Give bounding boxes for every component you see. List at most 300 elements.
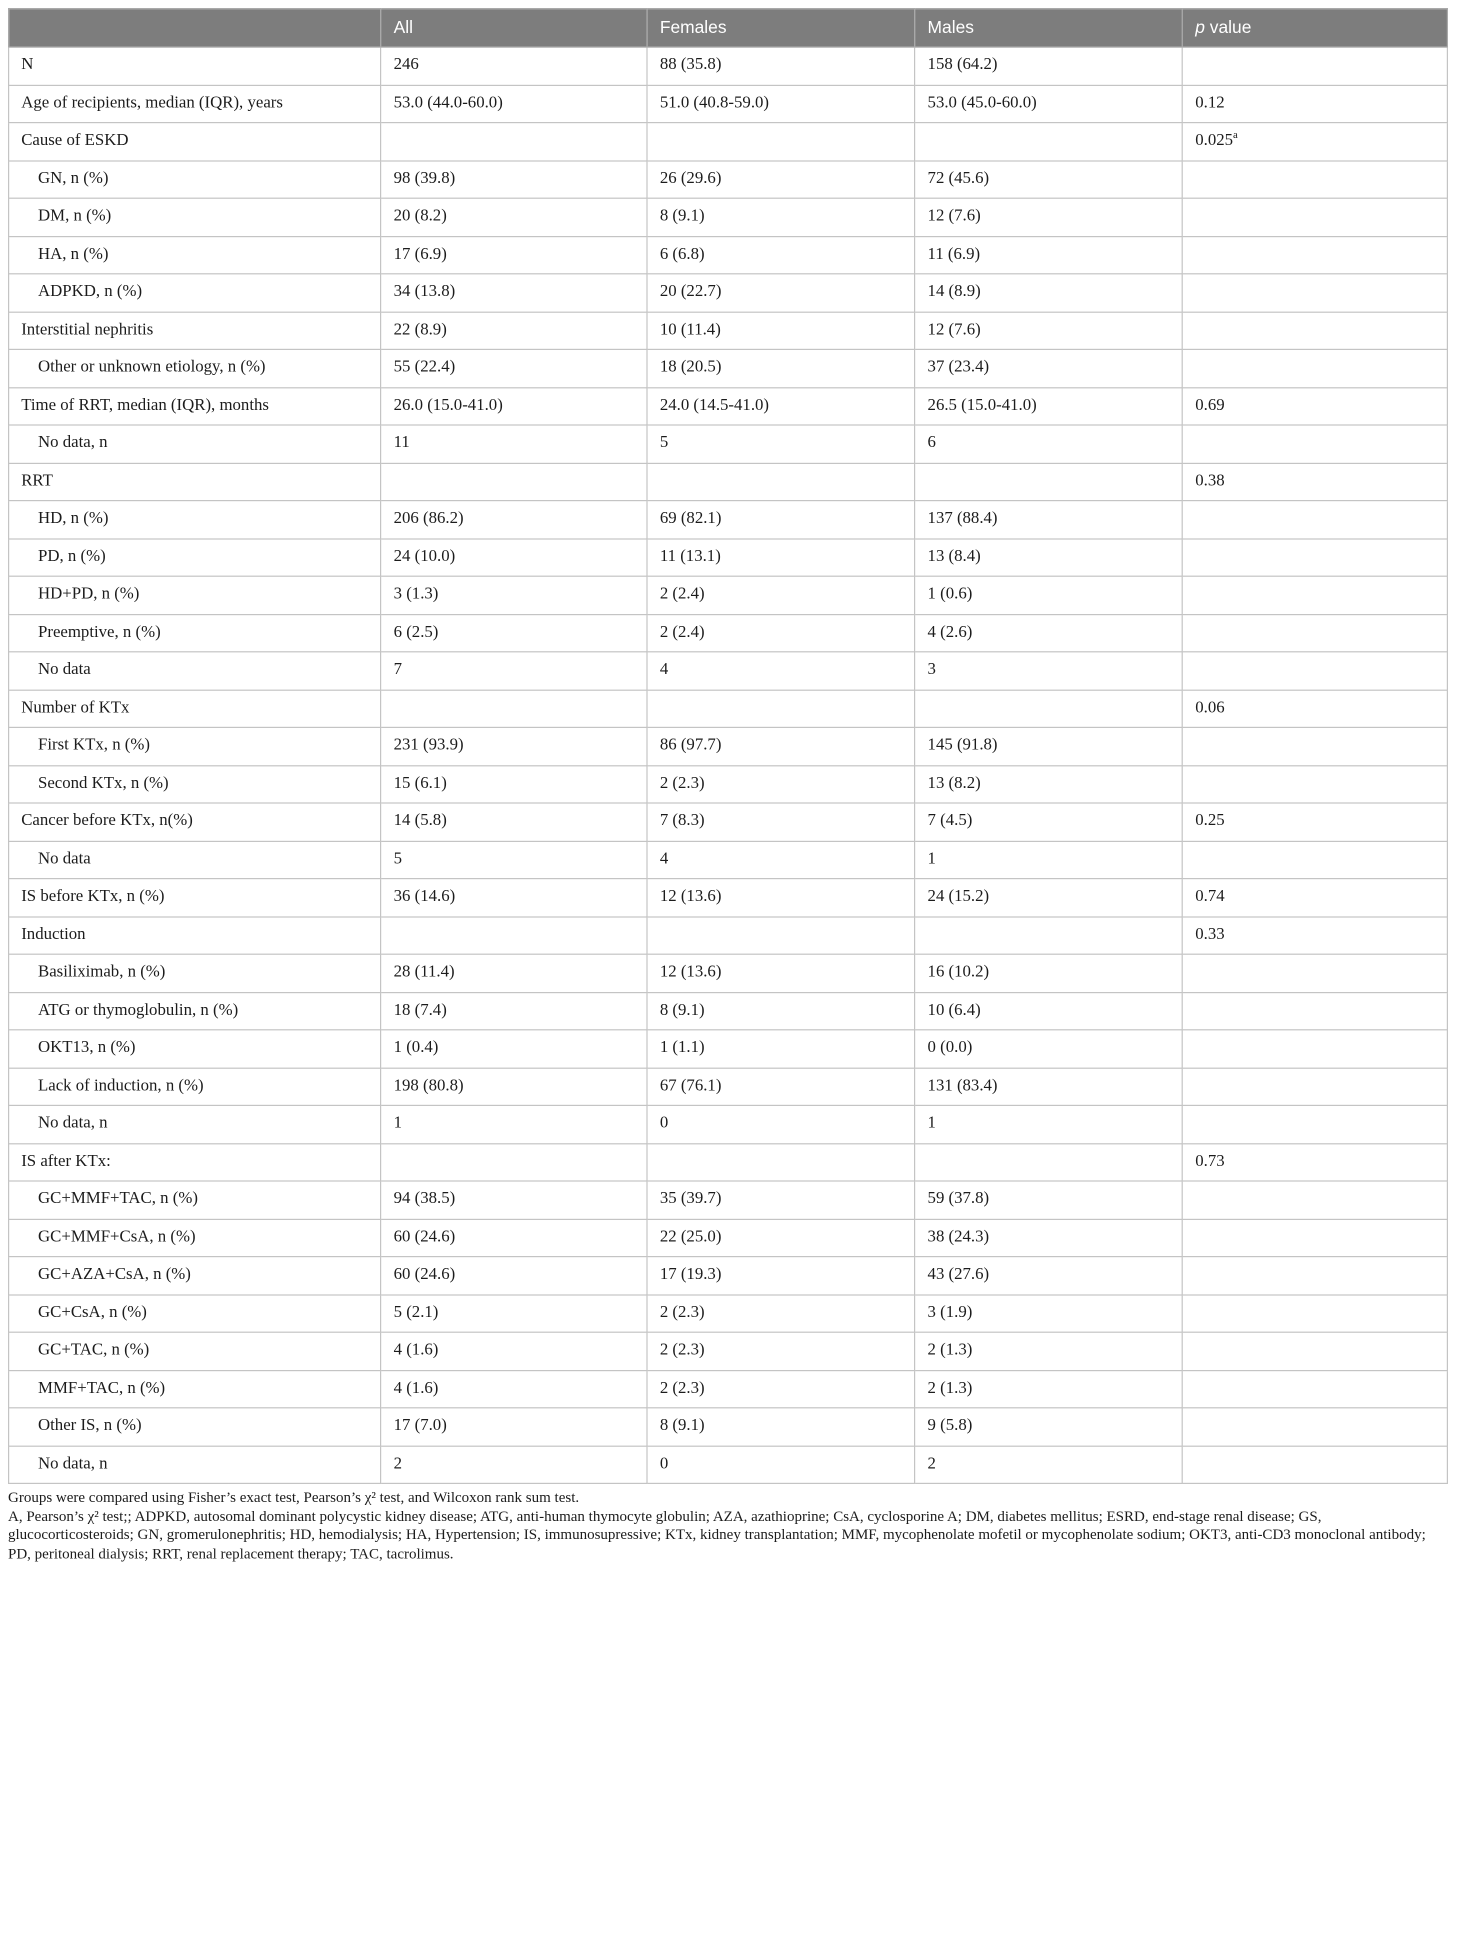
table-row: [9, 576, 1448, 614]
males-value-text: 3: [927, 661, 936, 680]
p-value-text: 0.74: [1195, 887, 1225, 906]
males-value-cell: [915, 1181, 1183, 1219]
all-value-text: 3 (1.3): [393, 585, 439, 604]
all-value-text: 60 (24.6): [393, 1228, 456, 1247]
males-value-text: 53.0 (45.0-60.0): [927, 94, 1037, 113]
all-value-text: 198 (80.8): [393, 1076, 464, 1095]
females-value-cell: [647, 727, 915, 765]
table-row: [9, 614, 1448, 652]
row-label-text: Number of KTx: [21, 698, 130, 717]
all-value-cell: [381, 1219, 647, 1257]
all-value-cell: [381, 1257, 647, 1295]
all-value-cell: [381, 916, 647, 954]
table-row: [9, 236, 1448, 274]
table-row: [9, 47, 1448, 85]
table-row: [9, 349, 1448, 387]
all-value-text: 206 (86.2): [393, 509, 464, 528]
males-value-text: 9 (5.8): [927, 1417, 973, 1436]
all-value-cell: [381, 47, 647, 85]
all-value-text: 5: [393, 850, 403, 869]
all-value-cell: [381, 1408, 647, 1446]
row-label-cell: [9, 160, 381, 198]
row-label-text: PD, n (%): [38, 547, 106, 566]
males-value-cell: [915, 236, 1183, 274]
all-value-cell: [381, 614, 647, 652]
females-value-text: 2 (2.4): [659, 623, 705, 642]
table-row: [9, 1105, 1448, 1143]
row-label-text: IS before KTx, n (%): [21, 887, 165, 906]
males-value-text: 16 (10.2): [927, 963, 990, 982]
females-value-cell: [647, 274, 915, 312]
row-label-text: MMF+TAC, n (%): [38, 1379, 166, 1398]
row-label-cell: [9, 387, 381, 425]
females-value-cell: [647, 879, 915, 917]
all-value-text: 18 (7.4): [393, 1001, 447, 1020]
males-value-cell: [915, 1257, 1183, 1295]
females-value-cell: [647, 1105, 915, 1143]
females-value-text: 2 (2.4): [659, 585, 705, 604]
header-p-suffix: value: [1204, 18, 1252, 38]
all-value-cell: [381, 123, 647, 161]
p-value-cell: [1183, 1370, 1448, 1408]
row-label-text: ATG or thymoglobulin, n (%): [38, 1001, 239, 1020]
males-value-text: 6: [927, 434, 936, 453]
females-value-text: 86 (97.7): [659, 736, 722, 755]
males-value-cell: [915, 576, 1183, 614]
males-value-cell: [915, 879, 1183, 917]
table-row: [9, 1257, 1448, 1295]
females-value-cell: [647, 1370, 915, 1408]
row-label-text: OKT13, n (%): [38, 1039, 136, 1058]
males-value-cell: [915, 1370, 1183, 1408]
row-label-text: HD, n (%): [38, 509, 109, 528]
females-value-cell: [647, 1068, 915, 1106]
row-label-text: GC+MMF+TAC, n (%): [38, 1190, 198, 1209]
table-row: [9, 123, 1448, 161]
row-label-text: Second KTx, n (%): [38, 774, 169, 793]
row-label-text: No data: [38, 661, 91, 680]
row-label-text: Other or unknown etiology, n (%): [38, 358, 266, 377]
p-value-cell: [1183, 916, 1448, 954]
females-value-cell: [647, 803, 915, 841]
males-value-cell: [915, 123, 1183, 161]
females-value-text: 6 (6.8): [659, 245, 705, 264]
table-row: [9, 1143, 1448, 1181]
all-value-cell: [381, 425, 647, 463]
females-value-text: 2 (2.3): [659, 1303, 705, 1322]
males-value-cell: [915, 1332, 1183, 1370]
males-value-text: 11 (6.9): [927, 245, 981, 264]
p-value-text: 0.73: [1195, 1152, 1225, 1171]
all-value-text: 98 (39.8): [393, 169, 456, 188]
females-value-cell: [647, 349, 915, 387]
males-value-text: 158 (64.2): [927, 56, 998, 75]
females-value-cell: [647, 1030, 915, 1068]
females-value-text: 5: [659, 434, 669, 453]
females-value-cell: [647, 1332, 915, 1370]
p-value-cell: [1183, 1408, 1448, 1446]
p-value-text: 0.025: [1195, 131, 1234, 150]
row-label-text: HA, n (%): [38, 245, 109, 264]
females-value-cell: [647, 1294, 915, 1332]
all-value-cell: [381, 85, 647, 123]
males-value-text: 13 (8.2): [927, 774, 981, 793]
males-value-text: 43 (27.6): [927, 1265, 990, 1284]
p-value-cell: [1183, 1219, 1448, 1257]
females-value-cell: [647, 463, 915, 501]
females-value-text: 1 (1.1): [659, 1039, 705, 1058]
males-value-text: 72 (45.6): [927, 169, 990, 188]
p-value-text: 0.12: [1195, 94, 1225, 113]
p-value-cell: [1183, 954, 1448, 992]
all-value-text: 60 (24.6): [393, 1265, 456, 1284]
all-value-cell: [381, 387, 647, 425]
all-value-text: 20 (8.2): [393, 207, 447, 226]
males-value-cell: [915, 1143, 1183, 1181]
males-value-text: 131 (83.4): [927, 1076, 998, 1095]
females-value-text: 51.0 (40.8-59.0): [659, 94, 770, 113]
p-value-cell: [1183, 123, 1448, 161]
table-row: [9, 841, 1448, 879]
all-value-cell: [381, 160, 647, 198]
males-value-cell: [915, 652, 1183, 690]
all-value-text: 1 (0.4): [393, 1039, 439, 1058]
row-label-cell: [9, 274, 381, 312]
p-value-text: 0.38: [1195, 472, 1225, 491]
females-value-cell: [647, 85, 915, 123]
row-label-text: RRT: [21, 472, 53, 491]
males-value-text: 13 (8.4): [927, 547, 981, 566]
row-label-text: GC+TAC, n (%): [38, 1341, 150, 1360]
all-value-cell: [381, 765, 647, 803]
males-value-cell: [915, 954, 1183, 992]
females-value-text: 35 (39.7): [659, 1190, 722, 1209]
all-value-cell: [381, 236, 647, 274]
footnote-abbreviations: A, Pearson’s χ² test;; ADPKD, autosomal dominant polycystic kidney disease; ATG, anti-human thymocyte globulin; AZA, azathioprine; CsA, cyclosporine A; DM, diabetes mellitus; ESRD, end-stage renal disease; GS, glucocorticosteroids; GN, gromerulonephritis; HD, hemodialysis; HA, Hypertension; IS, immunosupressive; KTx, kidney transplantation; MMF, mycophenolate mofetil or mycophenolate sodium; OKT3, anti-CD3 monoclonal antibody; PD, peritoneal dialysis; RRT, renal replacement therapy; TAC, tacrolimus.: [8, 1507, 1426, 1562]
females-value-text: 4: [659, 661, 669, 680]
all-value-cell: [381, 1446, 647, 1484]
males-value-text: 1: [927, 850, 936, 869]
all-value-cell: [381, 841, 647, 879]
males-value-text: 1 (0.6): [927, 585, 973, 604]
row-label-cell: [9, 1294, 381, 1332]
all-value-cell: [381, 954, 647, 992]
all-value-cell: [381, 803, 647, 841]
females-value-cell: [647, 992, 915, 1030]
all-value-cell: [381, 727, 647, 765]
row-label-text: Preemptive, n (%): [38, 623, 161, 642]
header-all: All: [381, 9, 647, 47]
all-value-cell: [381, 1294, 647, 1332]
p-value-cell: [1183, 992, 1448, 1030]
males-value-cell: [915, 274, 1183, 312]
table-row: [9, 501, 1448, 539]
table-footnotes: [8, 1489, 1448, 1563]
row-label-text: GC+AZA+CsA, n (%): [38, 1265, 191, 1284]
males-value-cell: [915, 198, 1183, 236]
females-value-text: 4: [659, 850, 669, 869]
table-row: [9, 954, 1448, 992]
all-value-text: 17 (7.0): [393, 1417, 447, 1436]
row-label-text: ADPKD, n (%): [38, 283, 143, 302]
males-value-cell: [915, 1294, 1183, 1332]
p-value-cell: [1183, 1446, 1448, 1484]
males-value-cell: [915, 727, 1183, 765]
all-value-cell: [381, 1332, 647, 1370]
row-label-cell: [9, 538, 381, 576]
females-value-cell: [647, 501, 915, 539]
females-value-cell: [647, 1446, 915, 1484]
all-value-cell: [381, 690, 647, 728]
all-value-text: 55 (22.4): [393, 358, 456, 377]
males-value-text: 14 (8.9): [927, 283, 981, 302]
females-value-text: 0: [659, 1114, 669, 1133]
males-value-cell: [915, 463, 1183, 501]
males-value-text: 26.5 (15.0-41.0): [927, 396, 1037, 415]
all-value-cell: [381, 879, 647, 917]
row-label-text: Cancer before KTx, n(%): [21, 812, 193, 831]
row-label-cell: [9, 1143, 381, 1181]
females-value-cell: [647, 1408, 915, 1446]
all-value-cell: [381, 992, 647, 1030]
row-label-text: Basiliximab, n (%): [38, 963, 166, 982]
row-label-cell: [9, 1030, 381, 1068]
row-label-text: N: [21, 56, 34, 75]
row-label-cell: [9, 765, 381, 803]
p-value-cell: [1183, 841, 1448, 879]
males-value-cell: [915, 1030, 1183, 1068]
all-value-text: 36 (14.6): [393, 887, 456, 906]
row-label-text: Other IS, n (%): [38, 1417, 142, 1436]
females-value-cell: [647, 690, 915, 728]
males-value-cell: [915, 425, 1183, 463]
females-value-text: 17 (19.3): [659, 1265, 722, 1284]
males-value-text: 4 (2.6): [927, 623, 973, 642]
males-value-text: 10 (6.4): [927, 1001, 981, 1020]
p-value-cell: [1183, 274, 1448, 312]
males-value-cell: [915, 1068, 1183, 1106]
males-value-cell: [915, 349, 1183, 387]
all-value-text: 4 (1.6): [393, 1341, 439, 1360]
males-value-cell: [915, 1219, 1183, 1257]
table-row: [9, 690, 1448, 728]
females-value-cell: [647, 916, 915, 954]
row-label-cell: [9, 992, 381, 1030]
row-label-text: GC+CsA, n (%): [38, 1303, 147, 1322]
females-value-text: 12 (13.6): [659, 887, 722, 906]
p-value-cell: [1183, 1105, 1448, 1143]
p-value-text: 0.33: [1195, 925, 1225, 944]
row-label-cell: [9, 47, 381, 85]
females-value-cell: [647, 538, 915, 576]
table-row: [9, 652, 1448, 690]
row-label-text: Cause of ESKD: [21, 131, 129, 150]
p-value-cell: [1183, 85, 1448, 123]
row-label-text: GN, n (%): [38, 169, 109, 188]
all-value-text: 2: [393, 1454, 403, 1473]
males-value-text: 0 (0.0): [927, 1039, 973, 1058]
males-value-cell: [915, 765, 1183, 803]
row-label-cell: [9, 1068, 381, 1106]
females-value-cell: [647, 236, 915, 274]
table-row: [9, 1332, 1448, 1370]
females-value-cell: [647, 1257, 915, 1295]
table-row: [9, 916, 1448, 954]
all-value-text: 11: [393, 434, 410, 453]
row-label-text: No data, n: [38, 434, 108, 453]
table-row: [9, 312, 1448, 350]
all-value-text: 26.0 (15.0-41.0): [393, 396, 503, 415]
p-value-cell: [1183, 690, 1448, 728]
p-value-cell: [1183, 1143, 1448, 1181]
males-value-text: 2 (1.3): [927, 1341, 973, 1360]
row-label-cell: [9, 425, 381, 463]
females-value-cell: [647, 1181, 915, 1219]
table-body: [9, 47, 1448, 1483]
males-value-text: 2: [927, 1454, 936, 1473]
patient-characteristics-table: [8, 8, 1448, 1484]
p-value-cell: [1183, 538, 1448, 576]
females-value-text: 24.0 (14.5-41.0): [659, 396, 770, 415]
females-value-text: 20 (22.7): [659, 283, 722, 302]
males-value-cell: [915, 1408, 1183, 1446]
males-value-text: 145 (91.8): [927, 736, 998, 755]
table-row: [9, 160, 1448, 198]
males-value-text: 3 (1.9): [927, 1303, 973, 1322]
p-value-cell: [1183, 501, 1448, 539]
row-label-cell: [9, 576, 381, 614]
row-label-cell: [9, 954, 381, 992]
row-label-cell: [9, 1408, 381, 1446]
males-value-text: 24 (15.2): [927, 887, 990, 906]
males-value-text: 37 (23.4): [927, 358, 990, 377]
table-row: [9, 425, 1448, 463]
females-value-text: 2 (2.3): [659, 1379, 705, 1398]
row-label-text: Time of RRT, median (IQR), months: [21, 396, 269, 415]
p-value-cell: [1183, 198, 1448, 236]
females-value-cell: [647, 387, 915, 425]
females-value-text: 8 (9.1): [659, 1001, 705, 1020]
table-row: [9, 387, 1448, 425]
females-value-text: 2 (2.3): [659, 774, 705, 793]
header-blank: [9, 9, 381, 47]
males-value-cell: [915, 387, 1183, 425]
females-value-text: 88 (35.8): [659, 56, 722, 75]
males-value-cell: [915, 160, 1183, 198]
females-value-cell: [647, 576, 915, 614]
table-row: [9, 1294, 1448, 1332]
row-label-text: Induction: [21, 925, 86, 944]
row-label-cell: [9, 463, 381, 501]
row-label-cell: [9, 614, 381, 652]
females-value-text: 11 (13.1): [659, 547, 721, 566]
all-value-cell: [381, 274, 647, 312]
row-label-text: GC+MMF+CsA, n (%): [38, 1228, 196, 1247]
p-value-cell: [1183, 312, 1448, 350]
p-value-cell: [1183, 463, 1448, 501]
table-row: [9, 1446, 1448, 1484]
row-label-cell: [9, 690, 381, 728]
p-value-cell: [1183, 1030, 1448, 1068]
header-females: Females: [647, 9, 915, 47]
p-value-cell: [1183, 1294, 1448, 1332]
row-label-cell: [9, 652, 381, 690]
row-label-cell: [9, 1446, 381, 1484]
females-value-cell: [647, 1143, 915, 1181]
p-value-cell: [1183, 1068, 1448, 1106]
all-value-text: 28 (11.4): [393, 963, 455, 982]
row-label-text: HD+PD, n (%): [38, 585, 140, 604]
table-header-row: [9, 9, 1448, 47]
row-label-text: DM, n (%): [38, 207, 112, 226]
p-value-text: 0.69: [1195, 396, 1225, 415]
row-label-cell: [9, 879, 381, 917]
table-row: [9, 538, 1448, 576]
females-value-cell: [647, 652, 915, 690]
females-value-text: 8 (9.1): [659, 207, 705, 226]
females-value-text: 10 (11.4): [659, 320, 721, 339]
p-value-cell: [1183, 1181, 1448, 1219]
all-value-cell: [381, 652, 647, 690]
p-value-cell: [1183, 425, 1448, 463]
males-value-cell: [915, 312, 1183, 350]
p-value-cell: [1183, 765, 1448, 803]
males-value-cell: [915, 803, 1183, 841]
table-row: [9, 1030, 1448, 1068]
p-value-cell: [1183, 349, 1448, 387]
females-value-cell: [647, 765, 915, 803]
females-value-text: 67 (76.1): [659, 1076, 722, 1095]
males-value-cell: [915, 1105, 1183, 1143]
row-label-cell: [9, 1219, 381, 1257]
table-row: [9, 803, 1448, 841]
p-value-cell: [1183, 1332, 1448, 1370]
p-value-cell: [1183, 160, 1448, 198]
males-value-cell: [915, 538, 1183, 576]
all-value-text: 7: [393, 661, 403, 680]
males-value-cell: [915, 614, 1183, 652]
all-value-text: 17 (6.9): [393, 245, 447, 264]
row-label-cell: [9, 1257, 381, 1295]
row-label-cell: [9, 1332, 381, 1370]
row-label-text: IS after KTx:: [21, 1152, 111, 1171]
all-value-text: 34 (13.8): [393, 283, 456, 302]
row-label-cell: [9, 198, 381, 236]
row-label-text: Interstitial nephritis: [21, 320, 154, 339]
p-value-text: 0.25: [1195, 812, 1225, 831]
header-p-value: [1183, 9, 1448, 47]
all-value-cell: [381, 312, 647, 350]
males-value-cell: [915, 501, 1183, 539]
p-value-cell: [1183, 652, 1448, 690]
males-value-cell: [915, 1446, 1183, 1484]
all-value-text: 4 (1.6): [393, 1379, 439, 1398]
males-value-cell: [915, 992, 1183, 1030]
all-value-text: 94 (38.5): [393, 1190, 456, 1209]
all-value-text: 53.0 (44.0-60.0): [393, 94, 503, 113]
males-value-text: 7 (4.5): [927, 812, 973, 831]
all-value-text: 14 (5.8): [393, 812, 447, 831]
all-value-text: 1: [393, 1114, 403, 1133]
p-value-cell: [1183, 236, 1448, 274]
row-label-cell: [9, 727, 381, 765]
table-row: [9, 727, 1448, 765]
females-value-cell: [647, 1219, 915, 1257]
all-value-cell: [381, 1370, 647, 1408]
all-value-cell: [381, 538, 647, 576]
females-value-cell: [647, 160, 915, 198]
all-value-cell: [381, 501, 647, 539]
